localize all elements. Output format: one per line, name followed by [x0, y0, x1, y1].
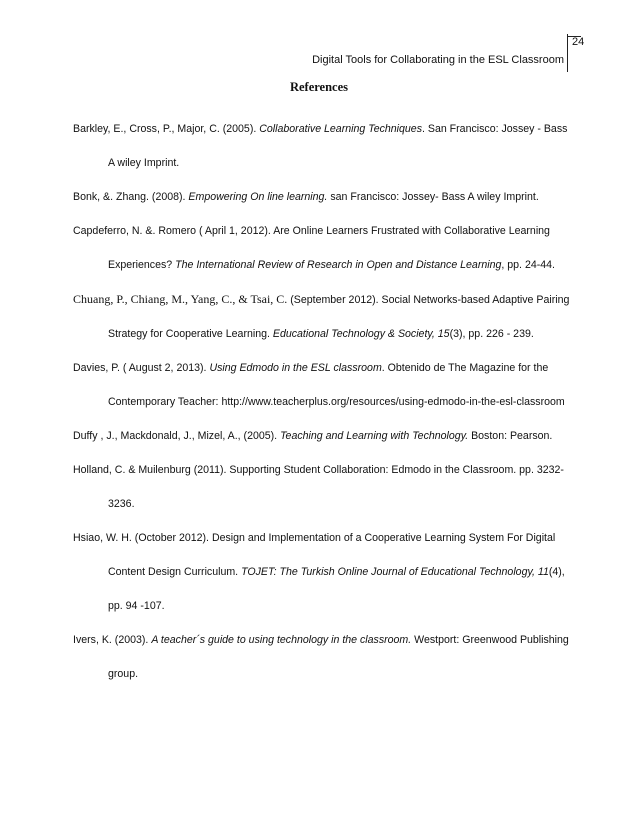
page-title: References — [289, 80, 349, 94]
header-divider — [567, 34, 568, 72]
reference-item: Holland, C. & Muilenburg (2011). Supporting Student Collaboration: Edmodo in the Classroom. pp. 3232-3236. — [73, 464, 564, 510]
reference-item: Bonk, &. Zhang. (2008). Empowering On line learning. san Francisco: Jossey- Bass A wiley Imprint. — [73, 191, 539, 203]
reference-item: Capdeferro, N. &. Romero ( April 1, 2012). Are Online Learners Frustrated with Collaborative Learning Experiences? The International Review of Research in Open and Distance Learning, pp. 24-44. — [73, 225, 555, 271]
reference-item: Duffy , J., Mackdonald, J., Mizel, A., (2005). Teaching and Learning with Technology. Boston: Pearson. — [73, 430, 553, 442]
reference-item: Hsiao, W. H. (October 2012). Design and Implementation of a Cooperative Learning System For Digital Content Design Curriculum. TOJET: The Turkish Online Journal of Educational Technology, 11(4), pp. 94 -107. — [73, 532, 565, 612]
reference-authors: Chuang, P., Chiang, M., Yang, C., & Tsai, C. — [73, 292, 288, 306]
running-head: Digital Tools for Collaborating in the ESL Classroom — [312, 54, 564, 66]
reference-list — [73, 112, 573, 691]
reference-item: Ivers, K. (2003). A teacher´s guide to using technology in the classroom. Westport: Greenwood Publishing group. — [73, 634, 569, 680]
reference-item: Davies, P. ( August 2, 2013). Using Edmodo in the ESL classroom. Obtenido de The Magazine for the Contemporary Teacher: http://www.teacherplus.org/resources/using-edmodo-in-the-esl-classroom — [73, 362, 565, 408]
reference-item: Barkley, E., Cross, P., Major, C. (2005). Collaborative Learning Techniques. San Francisco: Jossey - Bass A wiley Imprint. — [73, 123, 568, 169]
page-number: 24 — [572, 36, 585, 48]
reference-item: Chuang, P., Chiang, M., Yang, C., & Tsai, C. (September 2012). Social Networks-based Adaptive Pairing Strategy for Cooperative Learning. Educational Technology & Society, 15(3), pp. 226 - 239. — [73, 292, 570, 340]
